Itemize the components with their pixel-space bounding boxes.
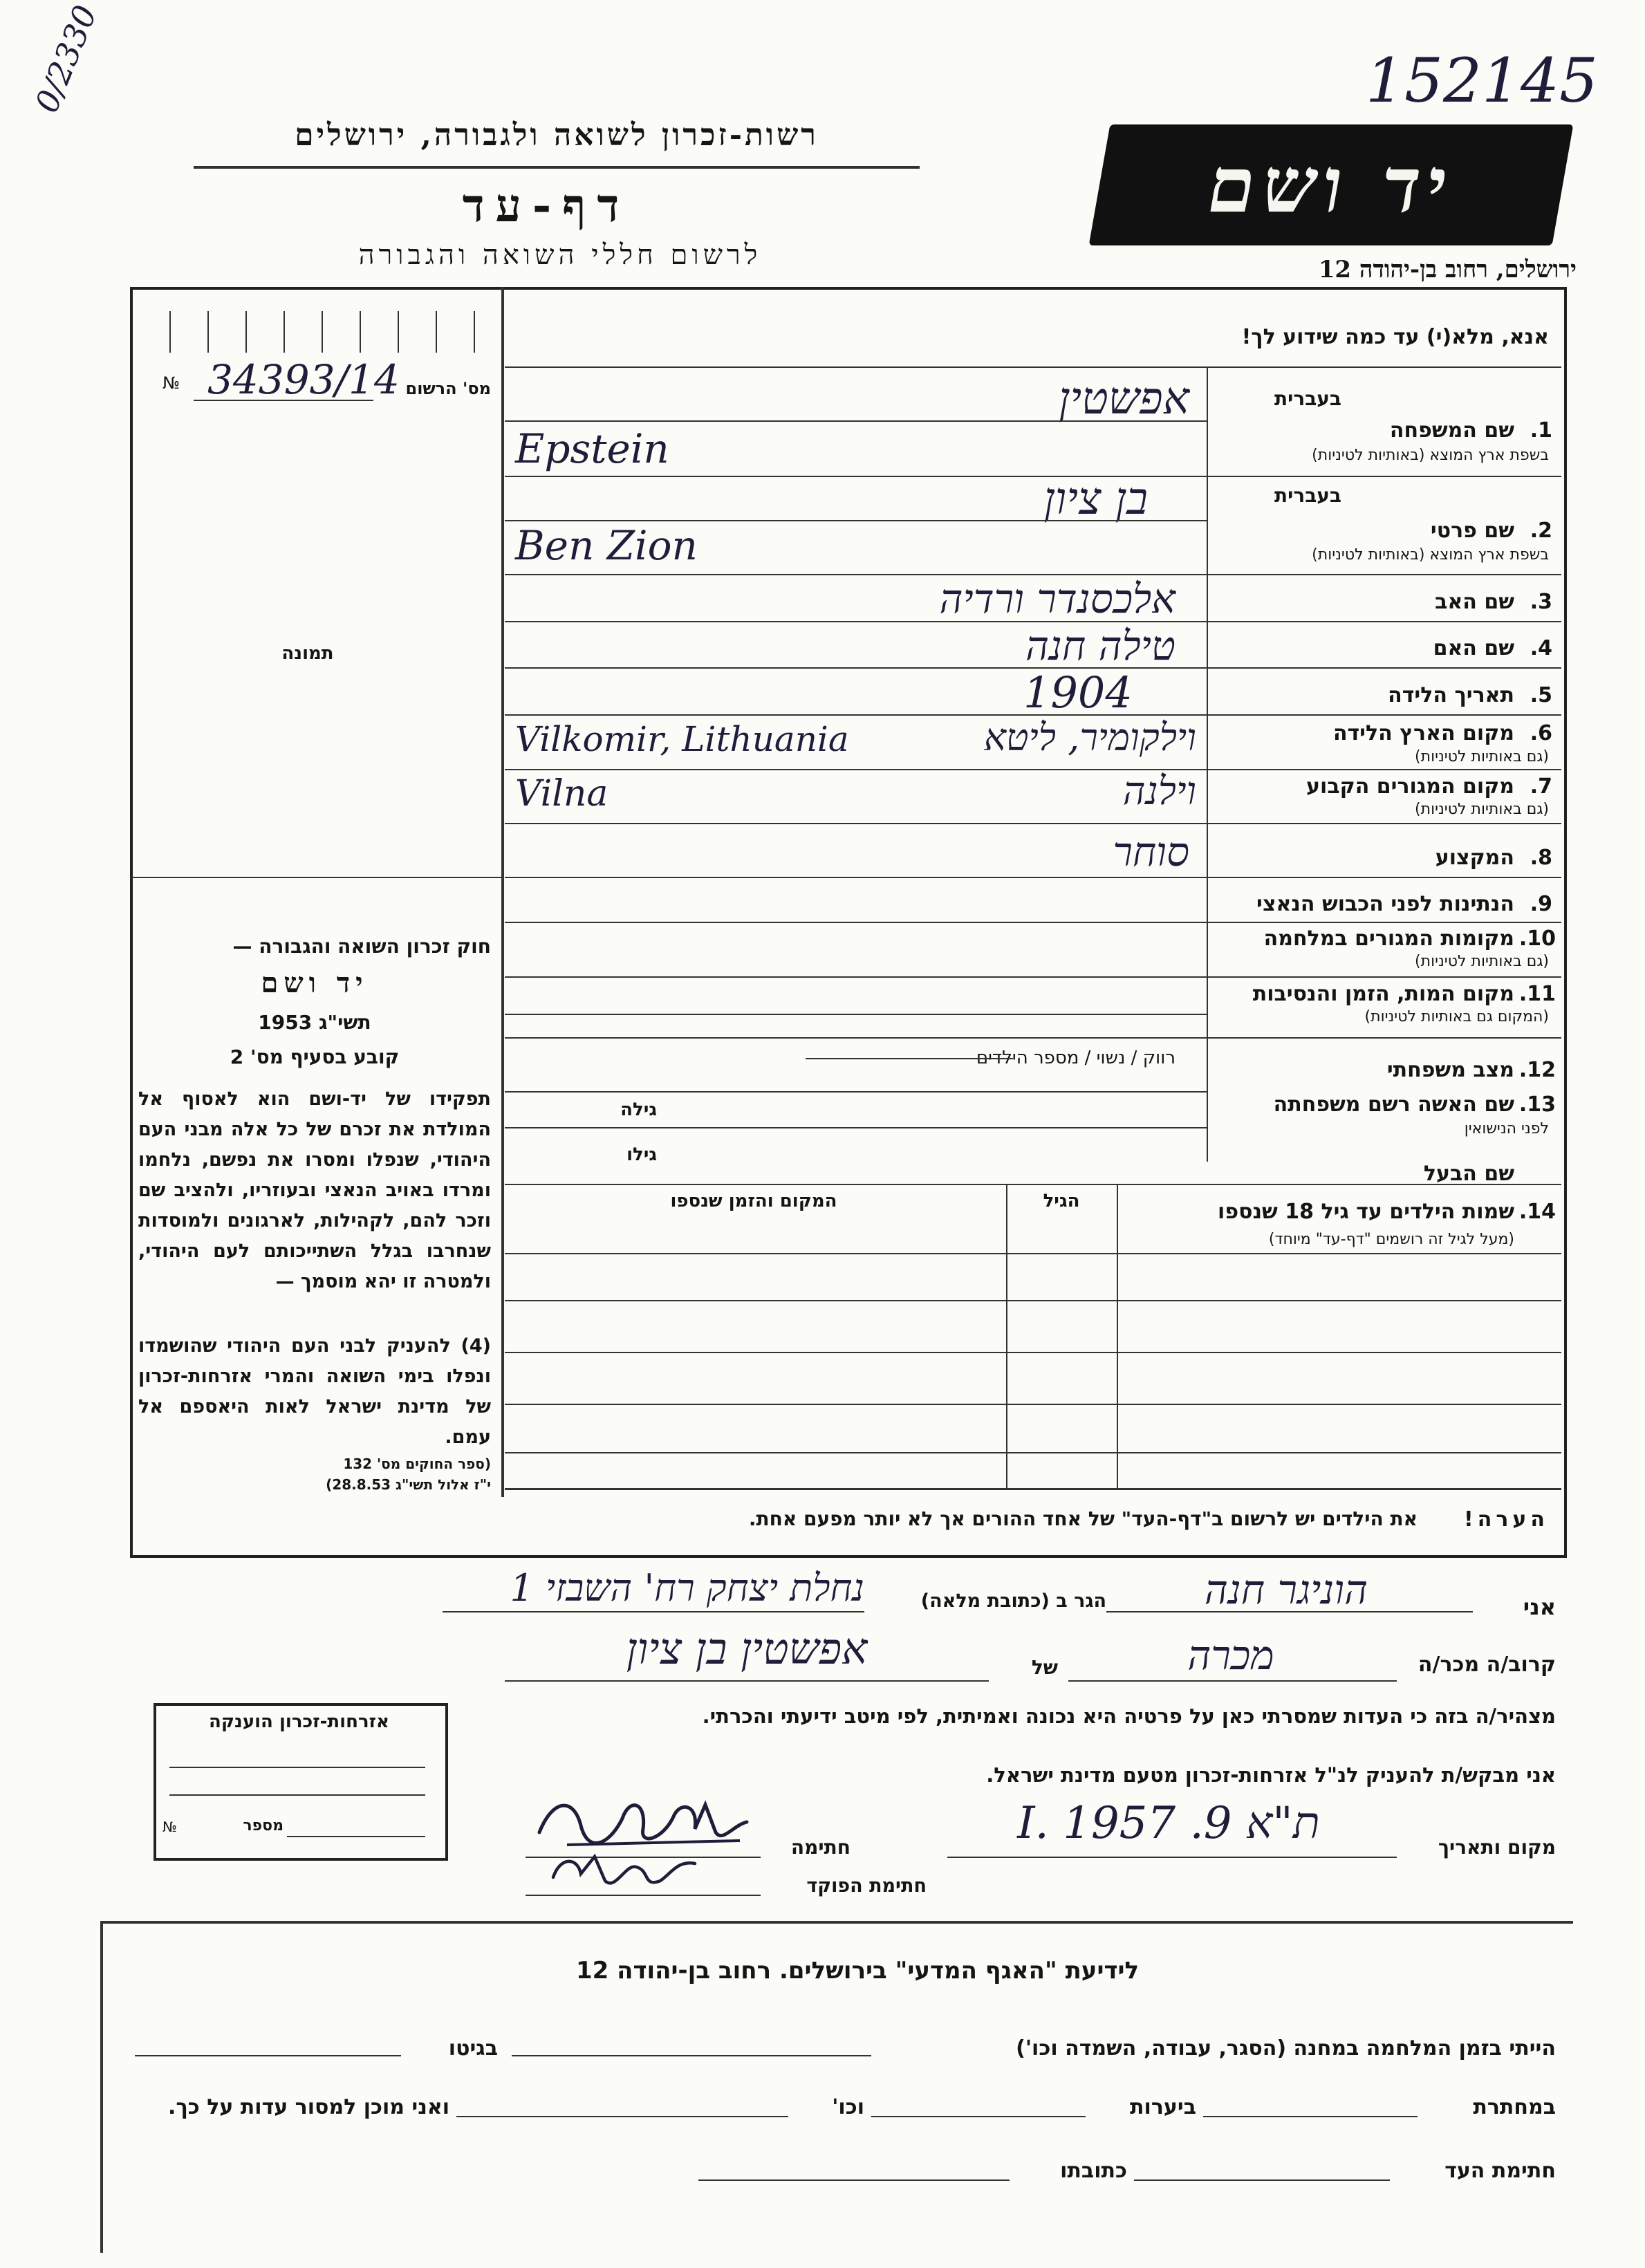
field-11-line (505, 1037, 1561, 1039)
children-number: 14. (1518, 1200, 1556, 1224)
field-3-label: שם האב (1435, 590, 1514, 614)
ghetto-line (135, 2055, 401, 2056)
field-13-label: שם האשה רשם משפחתה (1273, 1093, 1514, 1117)
official-signature (539, 1843, 705, 1898)
field-13-number: 13. (1518, 1093, 1556, 1117)
field-4-number: 4. (1530, 636, 1552, 660)
place-date-line (947, 1857, 1397, 1858)
field-11-label: מקום המות, הזמן והנסיבות (1252, 982, 1514, 1006)
relation-value: מכרה (1187, 1632, 1274, 1679)
authority-name: רשות-זכרון לשואה ולגבורה, ירושלים (295, 118, 819, 153)
hebrew-tag-1: בעברית (1274, 387, 1341, 410)
field-10-sub: (גם באותיות לטיניות) (1415, 953, 1549, 970)
forests-line (871, 2116, 1086, 2117)
field-10-number: 10. (1518, 927, 1556, 951)
mother-name: טילה חנה (1025, 622, 1175, 669)
residence-latin: Vilna (515, 773, 608, 815)
field-9-line (505, 922, 1561, 923)
field-11-number: 11. (1518, 982, 1556, 1006)
children-label: שמות הילדים עד גיל 18 שנספו (1218, 1200, 1514, 1224)
form-subtitle: לרשום חללי השואה והגבורה (358, 239, 762, 271)
ghetto-label: בגיטו (448, 2036, 498, 2061)
citizenship-title: אזרחות-זכרון הוענקה (209, 1711, 389, 1732)
place-date-value: ת"א 9. I. 1957 (1017, 1798, 1320, 1849)
law-clause: (4) להעניק לבני העם היהודי שהושמדו ונפלו בימי השואה והמרי אזרחות-זכרון של מדינת ישראל לאות היאספם אל עמם. (138, 1335, 491, 1448)
field-2-sub: בשפת ארץ המוצא (באותיות לטיניות) (1312, 546, 1549, 564)
header-address: ירושלים, רחוב בן-יהודה 12 (1318, 256, 1577, 284)
field-7-sub: (גם באותיות לטיניות) (1415, 801, 1549, 818)
field-5-number: 5. (1530, 683, 1552, 707)
field-1-number: 1. (1530, 418, 1552, 443)
field-3-number: 3. (1530, 590, 1552, 614)
instruction-line (505, 366, 1561, 368)
citizenship-number-label: מספר (243, 1817, 284, 1834)
family-name-latin: Epstein (515, 425, 669, 472)
photo-box-bottom (130, 877, 501, 878)
underground-line (1203, 2116, 1418, 2117)
birthplace-latin: Vilkomir, Lithuania (515, 719, 849, 759)
yad-vashem-logo (1089, 124, 1574, 245)
field-11-sub: (המקום גם באותיות לטיניות) (1364, 1008, 1549, 1025)
reg-number-prefix: № (162, 373, 180, 393)
official-signature-line (526, 1895, 761, 1896)
law-title: חוק זכרון השואה והגבורה — (232, 935, 491, 958)
field-9-label: הנתינות לפני הכבוש הנאצי (1256, 892, 1514, 916)
page-number: 152145 (1366, 45, 1598, 116)
field-4-label: שם האם (1433, 636, 1514, 660)
camp-line-label: הייתי בזמן המלחמה במחנה (הסגר, עבודה, השמדה וכו') (1016, 2036, 1556, 2061)
birth-date: 1904 (1023, 667, 1133, 718)
address-line (698, 2179, 1010, 2181)
children-row-5 (505, 1452, 1561, 1453)
field-9-number: 9. (1530, 892, 1552, 916)
etc-line (456, 2116, 788, 2117)
children-row-2 (505, 1300, 1561, 1301)
law-ref-1: (ספר החוקים מס' 132 (343, 1456, 491, 1472)
reg-ticks (169, 311, 501, 353)
form-instruction: אנא, מלא(י) עד כמה שידוע לך! (1241, 325, 1549, 349)
declaration: מצהיר/ה בזה כי העדות שמסרתי כאן על פרטיה היא נכונה ואמיתית, לפי מיטב ידיעתי והכרתי. (702, 1704, 1556, 1728)
citizenship-line-2 (169, 1794, 425, 1796)
underground-label: במחתרת (1473, 2095, 1556, 2119)
law-section: קובע בסעיף מס' 2 (230, 1045, 400, 1068)
field-2-hebrew-line (505, 520, 1207, 521)
marital-strike (806, 1058, 1013, 1059)
reg-number-value: 34393/14 (207, 356, 400, 403)
address-label: כתובתו (1060, 2159, 1127, 2183)
children-sub: (מעל לגיל זה רושמים "דף-עד" מיוחד) (1268, 1231, 1514, 1248)
witness-address: נחלת יצחק רח' השבזי 1 (510, 1566, 864, 1610)
note-text: את הילדים יש לרשום ב"דף-העד" של אחד ההורים אך לא יותר מפעם אחת. (748, 1507, 1418, 1530)
witness-address-line (443, 1611, 864, 1612)
citizenship-line-1 (169, 1767, 425, 1768)
hebrew-tag-2: בעברית (1274, 484, 1341, 507)
field-12-number: 12. (1518, 1058, 1556, 1082)
forests-label: ביערות (1130, 2095, 1196, 2119)
authority-underline (194, 166, 920, 169)
family-name-hebrew: אפשטין (1059, 373, 1189, 425)
field-1-label: שם המשפחה (1389, 418, 1514, 443)
research-title: לידיעת "האגף המדעי" בירושלים. רחוב בן-יהודה 12 (575, 1957, 1140, 1984)
field-7-number: 7. (1530, 774, 1552, 799)
field-8-line (505, 877, 1561, 878)
witness-name: הוניגר חנה (1204, 1566, 1368, 1613)
etc-label: וכו' (832, 2095, 864, 2119)
ready-label: ואני מוכן למסור עדות על כך. (168, 2095, 449, 2119)
form-title: דף-עד (462, 178, 631, 232)
field-11-mid-line (505, 1014, 1207, 1015)
field-1-hebrew-line (505, 420, 1207, 422)
field-2-label: שם פרטי (1430, 519, 1514, 543)
children-row-6 (505, 1488, 1561, 1490)
birthplace-hebrew: וילקומיר, ליטא (983, 716, 1196, 759)
field-10-line (505, 976, 1561, 978)
logo-text: יד ושם (1200, 140, 1462, 230)
citizenship-number-line (287, 1836, 425, 1837)
relative-label: קרוב/ה מכר/ה (1418, 1653, 1556, 1677)
marital-options: רווק / נשוי / מספר הילדים (976, 1048, 1175, 1068)
of-label: של (1031, 1656, 1058, 1679)
first-name-latin: Ben Zion (515, 522, 698, 569)
left-panel-divider (501, 287, 504, 1497)
camp-line (512, 2055, 871, 2056)
field-7-line (505, 823, 1561, 824)
field-7-label: מקום המגורים הקבוע (1306, 774, 1514, 799)
field-6-number: 6. (1530, 721, 1552, 745)
field-12-line (505, 1091, 1207, 1093)
first-name-hebrew: בן ציון (1043, 474, 1148, 525)
note-label: הערה! (1464, 1507, 1549, 1532)
law-text: תפקידו של יד-ושם הוא לאסוף אל המולדת את זכרם של כל אלה מבני העם היהודי, שנפלו ומסרו את נפשם, נלחמו ומרדו באויב הנאצי ובעוזריו, ולהציב שם וזכר להם, לקהילות, לארגונים ולמוסדות שנחרבו בגלל השתייכותם לעם היהודי, ולמטרה זו יהא מוסמך — (138, 1088, 491, 1292)
field-2-number: 2. (1530, 519, 1552, 543)
field-13-sub: לפני הנישואין (1464, 1120, 1549, 1137)
field-6-label: מקום הארץ הלידה (1332, 721, 1514, 745)
field-10-label: מקומות המגורים במלחמה (1263, 927, 1514, 951)
children-col-1 (1117, 1184, 1118, 1488)
relative-name: אפשטין בן ציון (626, 1624, 868, 1674)
field-6-sub: (גם באותיות לטיניות) (1415, 748, 1549, 765)
wife-age-label: גילה (620, 1099, 657, 1120)
citizenship-request: אני מבקש/ת להעניק לנ"ל אזרחות-זכרון מטעם מדינת ישראל. (986, 1763, 1556, 1787)
profession: סוחר (1113, 828, 1189, 875)
field-13-line (505, 1127, 1207, 1128)
children-place-header: המקום והזמן שנספו (670, 1191, 837, 1211)
law-ref-2: י"ז אלול תשי"ג 28.8.53) (326, 1476, 491, 1493)
citizenship-number-prefix: № (162, 1819, 177, 1835)
research-top-rule (100, 1921, 1573, 1924)
witness-name-line (1106, 1611, 1473, 1612)
husband-label: שם הבעל (1423, 1162, 1514, 1186)
reg-number-label: מס' הרשום (405, 379, 491, 398)
law-year: תשי"ג 1953 (258, 1011, 371, 1034)
reg-number-line (194, 400, 373, 401)
signature-label: חתימה (790, 1836, 851, 1859)
husband-age-label: גילו (626, 1144, 657, 1165)
label-column-divider (1207, 366, 1208, 1162)
children-row-4 (505, 1404, 1561, 1405)
field-12-label: מצב משפחתי (1386, 1058, 1514, 1082)
witness-me-label: אני (1523, 1594, 1556, 1620)
field-1-sub: בשפת ארץ המוצא (באותיות לטיניות) (1312, 447, 1549, 464)
children-age-header: הגיל (1043, 1191, 1080, 1211)
place-date-label: מקום ותאריך (1438, 1836, 1556, 1859)
residence-hebrew: וילנה (1122, 769, 1196, 814)
official-signature-label: חתימת הפוקד (806, 1875, 927, 1897)
law-logo: יד ושם (261, 967, 369, 999)
husband-line (505, 1184, 1561, 1185)
field-8-number: 8. (1530, 846, 1552, 870)
research-left-rule (100, 1921, 103, 2253)
photo-label: תמונה (281, 643, 334, 664)
margin-note: 0/2330 (28, 0, 104, 118)
field-8-label: המקצוע (1435, 846, 1514, 870)
children-row-3 (505, 1352, 1561, 1353)
relation-line (1068, 1680, 1397, 1682)
children-row-1 (505, 1253, 1561, 1254)
witness-sig-label: חתימת העד (1444, 2159, 1556, 2183)
witness-residing-label: הגר ב (כתובת מלאה) (920, 1590, 1106, 1612)
father-name: אלכסנדר ורדיה (939, 575, 1175, 622)
field-5-label: תאריך הלידה (1388, 683, 1514, 707)
children-col-2 (1006, 1184, 1007, 1488)
relative-name-line (505, 1680, 989, 1682)
witness-sig-line (1134, 2179, 1390, 2181)
